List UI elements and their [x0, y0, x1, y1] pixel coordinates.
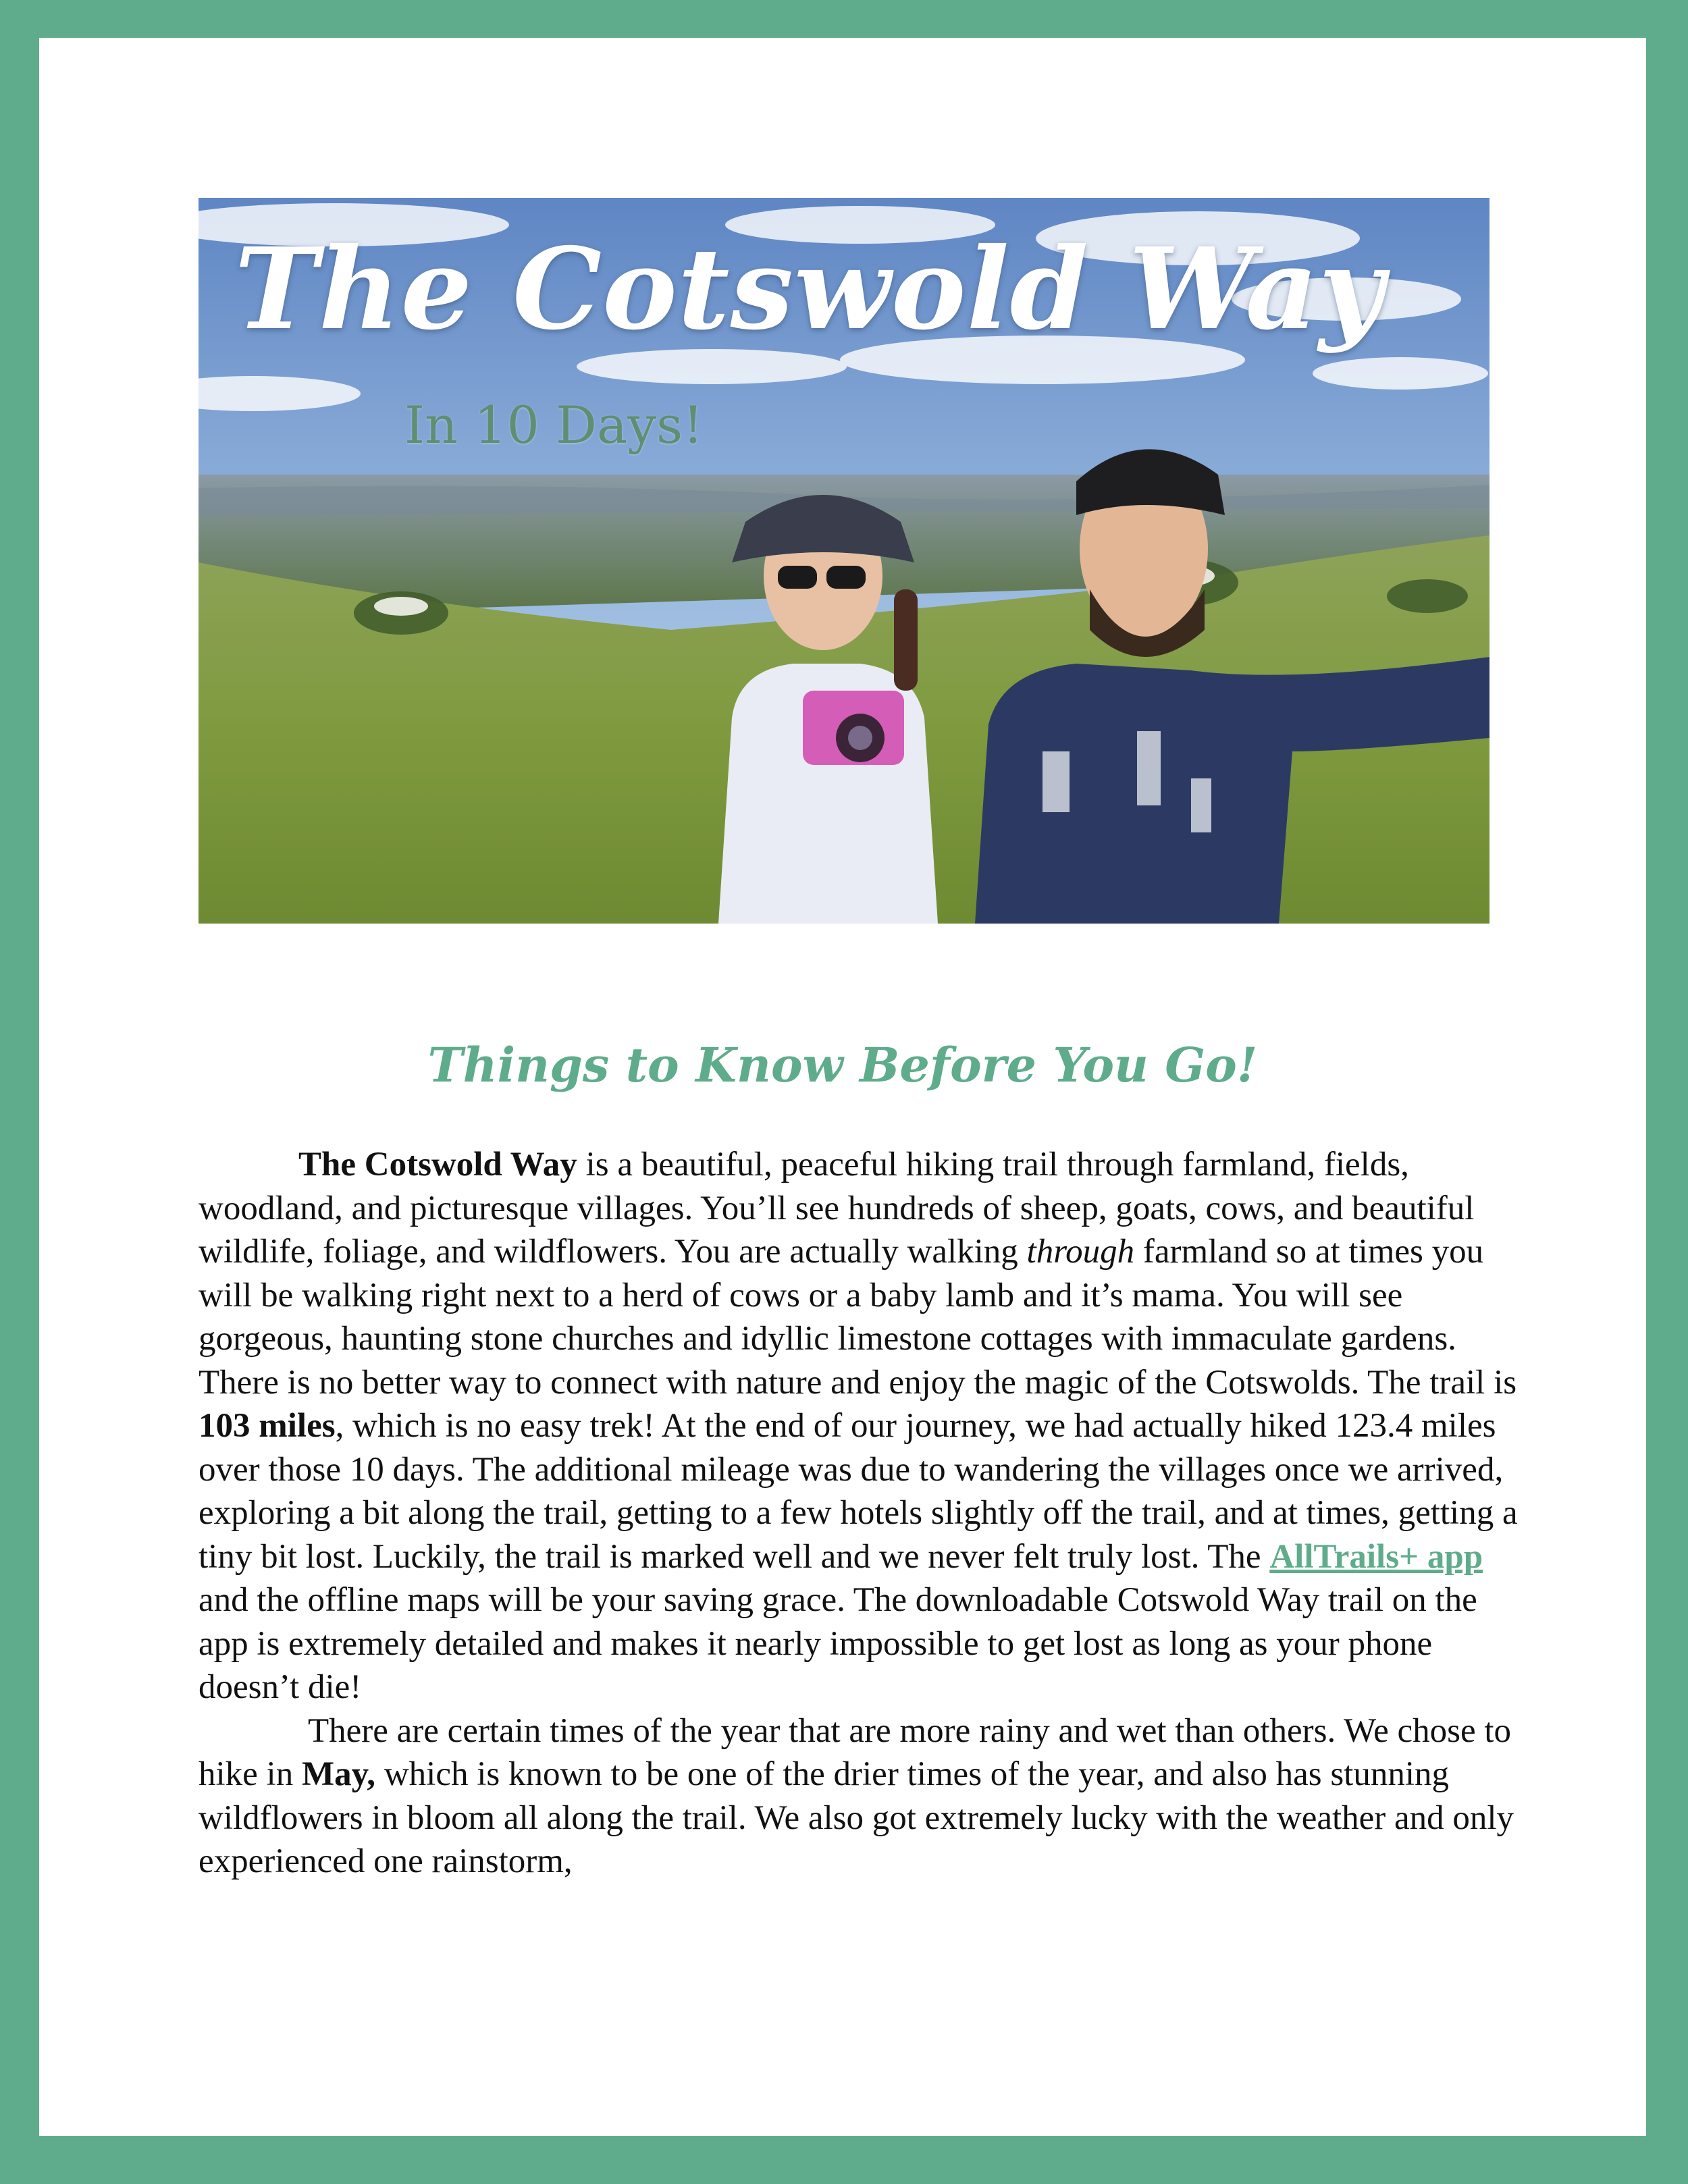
paragraph-text: is a beautiful, peaceful hiking trail through farmland, fields, woodland, and picturesque villages. You’ll see hundreds of sheep, goats, cows, and beautiful wildlife, foliage, and wildflowers. You are actually walking: [199, 1146, 1475, 1271]
paragraph-text: farmland so at times you will be walking right next to a herd of cows or a baby lamb and it’s mama. You will see gorgeous, haunting stone churches and idyllic limestone cottages with immaculate gardens. There is no better way to connect with nature and enjoy the magic of the Cotswolds. The trail is: [199, 1233, 1517, 1402]
article-body: [199, 1143, 1522, 1884]
bold-miles: 103 miles: [199, 1407, 336, 1445]
bold-month: May,: [301, 1755, 376, 1793]
page: [39, 38, 1646, 2136]
hero-title: The Cotswold Way: [234, 223, 1385, 355]
paragraph-text: which is known to be one of the drier times of the year, and also has stunning wildflowers in bloom all along the trail. We also got extremely lucky with the weather and only experienced one rainstorm,: [199, 1755, 1514, 1880]
section-heading: Things to Know Before You Go!: [427, 1037, 1258, 1093]
paragraph-intro: [199, 1143, 1522, 1709]
paragraph-text: and the offline maps will be your saving grace. The downloadable Cotswold Way trail on the app is extremely detailed and makes it nearly impossible to get lost as long as your phone doesn’t die!: [199, 1581, 1477, 1706]
italic-word: through: [1026, 1233, 1135, 1271]
hero-image: [199, 198, 1489, 924]
paragraph-text: There are certain times of the year that are more rainy and wet than others. We chose to hike in: [199, 1711, 1512, 1793]
paragraph-weather: [199, 1709, 1522, 1884]
bold-trail-name: The Cotswold Way: [298, 1146, 577, 1183]
alltrails-link[interactable]: AllTrails+ app: [1269, 1537, 1483, 1576]
hero-subtitle: In 10 Days!: [404, 395, 704, 455]
paragraph-text: , which is no easy trek! At the end of our journey, we had actually hiked 123.4 miles over those 10 days. The additional mileage was due to wandering the villages once we arrived, exploring a bit along the trail, getting to a few hotels slightly off the trail, and at times, getting a tiny bit lost. Luckily, the trail is marked well and we never felt truly lost. The: [199, 1407, 1518, 1576]
